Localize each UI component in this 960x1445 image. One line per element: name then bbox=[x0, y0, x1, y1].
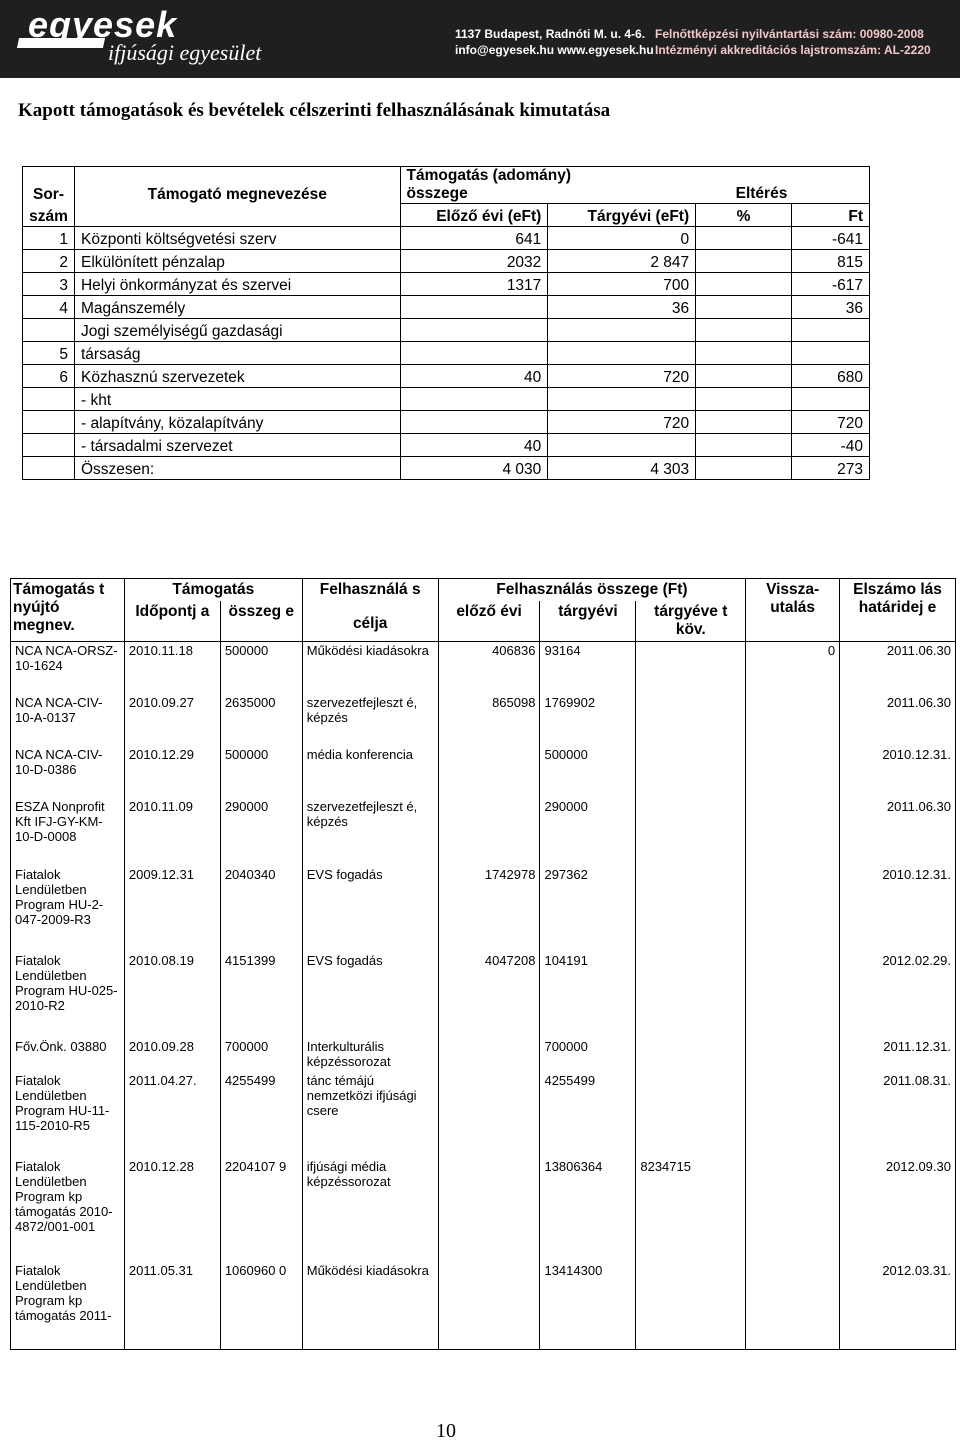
table-cell: 680 bbox=[792, 365, 870, 388]
table-row bbox=[23, 457, 870, 480]
table-cell bbox=[696, 342, 792, 365]
header-cell bbox=[302, 579, 438, 642]
header-cell: Eltérés bbox=[696, 167, 870, 204]
table-cell: 104191 bbox=[540, 952, 636, 1038]
table-cell bbox=[746, 1262, 840, 1350]
header-cell: Vissza-utalás bbox=[746, 579, 840, 642]
table-cell: 2010.11.09 bbox=[124, 798, 220, 866]
table-cell: 4255499 bbox=[220, 1072, 302, 1158]
table-cell bbox=[696, 296, 792, 319]
table-cell bbox=[792, 388, 870, 411]
header-cell bbox=[74, 204, 400, 227]
table-header-row bbox=[11, 579, 956, 602]
table-cell bbox=[23, 434, 75, 457]
table-cell: Fiatalok Lendületben Program kp támogatás 2010-4872/001-001 bbox=[11, 1158, 125, 1262]
logo-tagline: ifjúsági egyesület bbox=[108, 40, 262, 65]
table-cell: 2011.06.30 bbox=[840, 694, 956, 746]
header-cell: Tárgyévi (eFt) bbox=[548, 204, 696, 227]
table-cell: 2012.02.29. bbox=[840, 952, 956, 1038]
table-cell: Helyi önkormányzat és szervei bbox=[74, 273, 400, 296]
table-cell: EVS fogadás bbox=[302, 952, 438, 1038]
table-row bbox=[11, 952, 956, 1038]
table-cell bbox=[400, 296, 548, 319]
table-cell bbox=[636, 952, 746, 1038]
table-cell bbox=[636, 866, 746, 952]
table-cell bbox=[746, 866, 840, 952]
table-cell: 13414300 bbox=[540, 1262, 636, 1350]
header-cell: % bbox=[696, 204, 792, 227]
table-cell bbox=[696, 273, 792, 296]
table-cell: 5 bbox=[23, 342, 75, 365]
header-cell: Időpontj a bbox=[124, 601, 220, 642]
table-row bbox=[23, 388, 870, 411]
header-cell: Sor- bbox=[23, 167, 75, 204]
grant-usage-table bbox=[10, 578, 956, 1350]
table-cell bbox=[548, 434, 696, 457]
table-cell bbox=[438, 746, 540, 798]
table-row bbox=[11, 694, 956, 746]
table-cell bbox=[696, 388, 792, 411]
table-cell bbox=[400, 319, 548, 342]
table-cell: 36 bbox=[792, 296, 870, 319]
table-cell: 273 bbox=[792, 457, 870, 480]
table-cell bbox=[23, 319, 75, 342]
table-cell bbox=[438, 1038, 540, 1072]
table-cell bbox=[636, 1072, 746, 1158]
table-row bbox=[11, 1038, 956, 1072]
table-cell bbox=[636, 694, 746, 746]
table-cell: 2012.09.30 bbox=[840, 1158, 956, 1262]
table-row bbox=[23, 411, 870, 434]
table-cell: 290000 bbox=[540, 798, 636, 866]
table-cell: NCA NCA-CIV-10-A-0137 bbox=[11, 694, 125, 746]
table-row bbox=[23, 227, 870, 250]
table-cell: 1060960 0 bbox=[220, 1262, 302, 1350]
header-cell: Felhasználás összege (Ft) bbox=[438, 579, 746, 602]
table-cell: 2011.06.30 bbox=[840, 642, 956, 694]
table-cell: 500000 bbox=[220, 642, 302, 694]
table-cell: 2011.08.31. bbox=[840, 1072, 956, 1158]
table-cell: Működési kiadásokra bbox=[302, 1262, 438, 1350]
table-cell: 2010.12.31. bbox=[840, 866, 956, 952]
table-cell: - társadalmi szervezet bbox=[74, 434, 400, 457]
header-cell: Elszámo lás határidej e bbox=[840, 579, 956, 642]
table-cell: 4 030 bbox=[400, 457, 548, 480]
table-cell: Közhasznú szervezetek bbox=[74, 365, 400, 388]
table-header-row bbox=[23, 204, 870, 227]
table-cell: Fiatalok Lendületben Program HU-2-047-2009-R3 bbox=[11, 866, 125, 952]
table-cell: Interkulturális képzéssorozat bbox=[302, 1038, 438, 1072]
table-cell: 2 847 bbox=[548, 250, 696, 273]
table-cell: 500000 bbox=[220, 746, 302, 798]
header-cell: Ft bbox=[792, 204, 870, 227]
table-cell: ifjúsági média képzéssorozat bbox=[302, 1158, 438, 1262]
table-cell bbox=[438, 1262, 540, 1350]
header-cell: Támogatás bbox=[124, 579, 302, 602]
table-cell: Működési kiadásokra bbox=[302, 642, 438, 694]
table-cell bbox=[400, 342, 548, 365]
table-cell bbox=[438, 798, 540, 866]
header-cell: összeg e bbox=[220, 601, 302, 642]
table-cell: 641 bbox=[400, 227, 548, 250]
table-cell: 406836 bbox=[438, 642, 540, 694]
table-cell: tánc témájú nemzetközi ifjúsági csere bbox=[302, 1072, 438, 1158]
table-cell: 297362 bbox=[540, 866, 636, 952]
header-cell: Támogatás t nyújtó megnev. bbox=[11, 579, 125, 642]
table-cell bbox=[636, 642, 746, 694]
table-cell: 700000 bbox=[540, 1038, 636, 1072]
table-cell bbox=[400, 388, 548, 411]
registration-number: Felnőttképzési nyilvántartási szám: 00980-2008 bbox=[655, 27, 924, 41]
table-cell bbox=[400, 411, 548, 434]
table-cell: 2011.12.31. bbox=[840, 1038, 956, 1072]
address: 1137 Budapest, Radnóti M. u. 4-6. bbox=[455, 27, 646, 41]
table-cell: 2 bbox=[23, 250, 75, 273]
table-cell: 865098 bbox=[438, 694, 540, 746]
table-cell bbox=[746, 1072, 840, 1158]
header-text: célja bbox=[352, 615, 388, 632]
table-body bbox=[11, 642, 956, 1350]
grants-summary-table bbox=[22, 166, 870, 480]
table-cell: NCA NCA-CIV-10-D-0386 bbox=[11, 746, 125, 798]
table-cell: Fiatalok Lendületben Program HU-025-2010-R2 bbox=[11, 952, 125, 1038]
table-cell: Központi költségvetési szerv bbox=[74, 227, 400, 250]
table-cell: NCA NCA-ORSZ-10-1624 bbox=[11, 642, 125, 694]
table-cell: 2010.12.29 bbox=[124, 746, 220, 798]
table-row bbox=[23, 319, 870, 342]
table-cell bbox=[746, 1158, 840, 1262]
table-cell: Elkülönített pénzalap bbox=[74, 250, 400, 273]
table-cell: Fiatalok Lendületben Program kp támogatás 2011- bbox=[11, 1262, 125, 1350]
table-row bbox=[23, 296, 870, 319]
table-cell: 720 bbox=[792, 411, 870, 434]
table-cell: Összesen: bbox=[74, 457, 400, 480]
table-row bbox=[11, 1072, 956, 1158]
table-cell: 13806364 bbox=[540, 1158, 636, 1262]
header-text: Támogatás (adomány) bbox=[406, 167, 572, 184]
header-cell: szám bbox=[23, 204, 75, 227]
table-cell: -617 bbox=[792, 273, 870, 296]
table-cell bbox=[746, 1038, 840, 1072]
header-cell: tárgyévi bbox=[540, 601, 636, 642]
table-cell bbox=[23, 388, 75, 411]
table-cell bbox=[23, 411, 75, 434]
header-cell: előző évi bbox=[438, 601, 540, 642]
table-cell: 2011.05.31 bbox=[124, 1262, 220, 1350]
table-cell: 93164 bbox=[540, 642, 636, 694]
table-cell: 0 bbox=[746, 642, 840, 694]
table-cell bbox=[792, 319, 870, 342]
table-cell: EVS fogadás bbox=[302, 866, 438, 952]
table-cell bbox=[548, 319, 696, 342]
table-row bbox=[11, 642, 956, 694]
table-cell bbox=[696, 319, 792, 342]
table-cell: 815 bbox=[792, 250, 870, 273]
table-row bbox=[11, 1262, 956, 1350]
table-cell: - kht bbox=[74, 388, 400, 411]
table-cell: Jogi személyiségű gazdasági bbox=[74, 319, 400, 342]
table-cell bbox=[23, 457, 75, 480]
table-cell: szervezetfejleszt é, képzés bbox=[302, 798, 438, 866]
table-cell: 720 bbox=[548, 411, 696, 434]
table-cell bbox=[548, 342, 696, 365]
table-cell: 36 bbox=[548, 296, 696, 319]
table-cell: -40 bbox=[792, 434, 870, 457]
table-cell bbox=[696, 250, 792, 273]
table-row bbox=[23, 250, 870, 273]
header-text: Felhasználá s bbox=[319, 581, 421, 598]
table-cell bbox=[636, 798, 746, 866]
table-cell bbox=[636, 746, 746, 798]
table-cell: 700000 bbox=[220, 1038, 302, 1072]
table-cell bbox=[696, 365, 792, 388]
header-cell bbox=[400, 167, 696, 204]
table-cell: Magánszemély bbox=[74, 296, 400, 319]
logo-wordmark: egyesek bbox=[28, 4, 178, 45]
table-cell: 2010.09.28 bbox=[124, 1038, 220, 1072]
table-body bbox=[23, 227, 870, 480]
table-cell: ESZA Nonprofit Kft IFJ-GY-KM-10-D-0008 bbox=[11, 798, 125, 866]
table-cell: 500000 bbox=[540, 746, 636, 798]
table-cell: 4 bbox=[23, 296, 75, 319]
table-cell bbox=[636, 1262, 746, 1350]
table-cell: 1 bbox=[23, 227, 75, 250]
table-cell: 2011.06.30 bbox=[840, 798, 956, 866]
table-cell bbox=[746, 746, 840, 798]
table-cell bbox=[746, 694, 840, 746]
table-cell bbox=[746, 952, 840, 1038]
table-cell: 2012.03.31. bbox=[840, 1262, 956, 1350]
table-cell: 700 bbox=[548, 273, 696, 296]
header-cell: Előző évi (eFt) bbox=[400, 204, 548, 227]
page-title: Kapott támogatások és bevételek célszerinti felhasználásának kimutatása bbox=[18, 100, 611, 121]
table-cell bbox=[792, 342, 870, 365]
table-row bbox=[11, 866, 956, 952]
table-cell: 40 bbox=[400, 434, 548, 457]
table-cell bbox=[696, 227, 792, 250]
table-cell: 4255499 bbox=[540, 1072, 636, 1158]
table-cell: 2010.11.18 bbox=[124, 642, 220, 694]
accreditation-number: Intézményi akkreditációs lajstromszám: AL-2220 bbox=[655, 43, 931, 57]
table-cell: - alapítvány, közalapítvány bbox=[74, 411, 400, 434]
table-row bbox=[11, 746, 956, 798]
table-cell: 3 bbox=[23, 273, 75, 296]
table-cell: 1769902 bbox=[540, 694, 636, 746]
table-cell: Főv.Önk. 03880 bbox=[11, 1038, 125, 1072]
table-cell: 8234715 bbox=[636, 1158, 746, 1262]
table-cell bbox=[548, 388, 696, 411]
table-cell: 4151399 bbox=[220, 952, 302, 1038]
table-cell: 2010.12.28 bbox=[124, 1158, 220, 1262]
table-cell: 1317 bbox=[400, 273, 548, 296]
table-row bbox=[23, 434, 870, 457]
table-cell bbox=[636, 1038, 746, 1072]
table-cell: 2010.09.27 bbox=[124, 694, 220, 746]
table-cell: 4 303 bbox=[548, 457, 696, 480]
table-cell: 40 bbox=[400, 365, 548, 388]
table-row bbox=[23, 273, 870, 296]
table-cell bbox=[696, 411, 792, 434]
letterhead-registration bbox=[655, 26, 931, 58]
header-cell: tárgyéve t köv. bbox=[636, 601, 746, 642]
table-cell: 2010.08.19 bbox=[124, 952, 220, 1038]
table-cell: 0 bbox=[548, 227, 696, 250]
page-number: 10 bbox=[436, 1420, 456, 1442]
table-row bbox=[23, 342, 870, 365]
header-text: összege bbox=[406, 185, 468, 202]
table-cell: 2032 bbox=[400, 250, 548, 273]
contact: info@egyesek.hu www.egyesek.hu bbox=[455, 43, 654, 57]
table-cell bbox=[438, 1158, 540, 1262]
table-cell: 4047208 bbox=[438, 952, 540, 1038]
header-cell: Támogató megnevezése bbox=[74, 167, 400, 204]
table-cell bbox=[746, 798, 840, 866]
table-cell: -641 bbox=[792, 227, 870, 250]
table-header-row bbox=[23, 167, 870, 204]
table-cell: 6 bbox=[23, 365, 75, 388]
table-cell: 2009.12.31 bbox=[124, 866, 220, 952]
table-cell: 2040340 bbox=[220, 866, 302, 952]
table-cell: társaság bbox=[74, 342, 400, 365]
table-cell: szervezetfejleszt é, képzés bbox=[302, 694, 438, 746]
table-cell bbox=[438, 1072, 540, 1158]
table-cell bbox=[696, 434, 792, 457]
table-cell: 2635000 bbox=[220, 694, 302, 746]
table-cell bbox=[696, 457, 792, 480]
table-cell: 2010.12.31. bbox=[840, 746, 956, 798]
table-row bbox=[11, 798, 956, 866]
table-cell: 1742978 bbox=[438, 866, 540, 952]
table-cell: 2011.04.27. bbox=[124, 1072, 220, 1158]
table-cell: 720 bbox=[548, 365, 696, 388]
table-row bbox=[23, 365, 870, 388]
table-cell: Fiatalok Lendületben Program HU-11-115-2010-R5 bbox=[11, 1072, 125, 1158]
table-cell: média konferencia bbox=[302, 746, 438, 798]
table-cell: 290000 bbox=[220, 798, 302, 866]
table-row bbox=[11, 1158, 956, 1262]
letterhead bbox=[0, 0, 960, 78]
letterhead-contact bbox=[455, 26, 654, 58]
table-cell: 2204107 9 bbox=[220, 1158, 302, 1262]
